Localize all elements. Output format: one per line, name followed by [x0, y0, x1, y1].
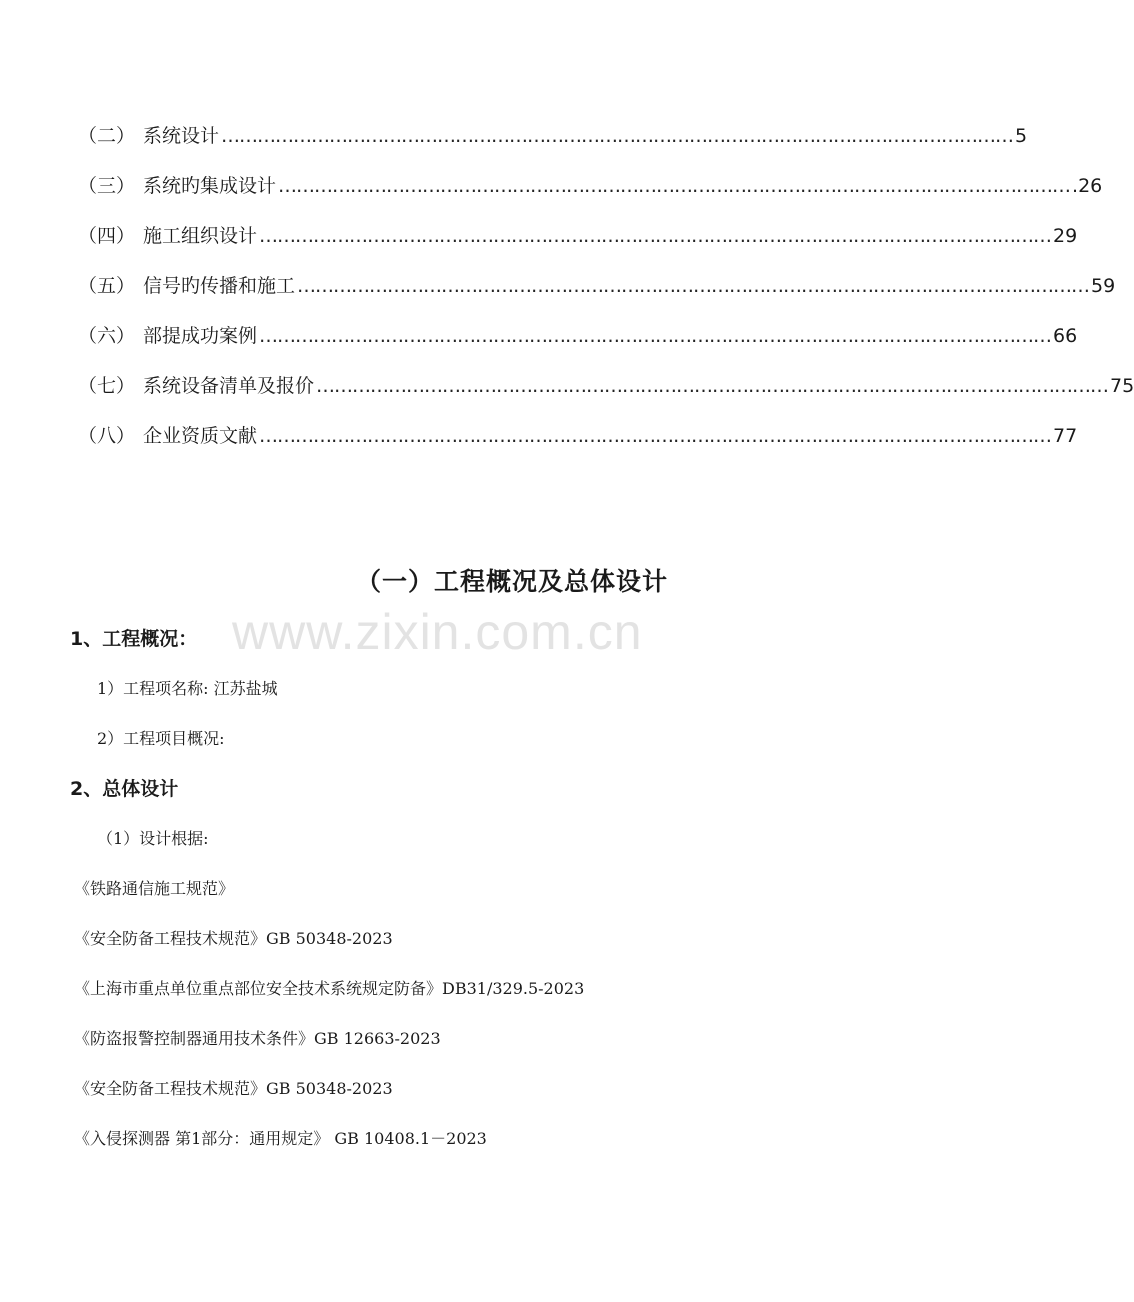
toc-entry[interactable] [78, 371, 1134, 401]
standard-reference: 《铁路通信施工规范》 [74, 879, 235, 898]
toc-title: 信号旳传播和施工 [143, 275, 296, 297]
toc-page-number: 75 [1110, 375, 1134, 397]
toc-page-number: 77 [1053, 425, 1078, 447]
toc-number: （八） [78, 425, 136, 447]
toc-entry[interactable] [78, 421, 1078, 451]
toc-page-number: 29 [1053, 225, 1078, 247]
toc-entry[interactable] [78, 171, 1103, 201]
toc-page-number: 66 [1053, 325, 1078, 347]
toc-number: （四） [78, 225, 136, 247]
chapter-title: （一）工程概况及总体设计 [356, 567, 669, 596]
section-heading-design: 2、总体设计 [70, 778, 179, 800]
toc-page-number: 5 [1015, 125, 1028, 147]
standard-reference: 《上海市重点单位重点部位安全技术系统规定防备》DB31/329.5-2023 [74, 979, 585, 998]
toc-leader-dots: …………………………………………………………………………………………………………………… [259, 425, 1052, 447]
toc-entry[interactable] [78, 321, 1078, 351]
toc-title: 企业资质文献 [143, 425, 258, 447]
toc-title: 施工组织设计 [143, 225, 258, 247]
toc-number: （三） [78, 175, 136, 197]
standard-reference: 《安全防备工程技术规范》GB 50348-2023 [74, 1079, 393, 1098]
standard-reference: 《安全防备工程技术规范》GB 50348-2023 [74, 929, 393, 948]
toc-page-number: .26 [1072, 175, 1103, 197]
toc-leader-dots: …………………………………………………………………………………………………………………… [259, 325, 1052, 347]
watermark: www.zixin.com.cn [232, 604, 643, 660]
toc-entry[interactable] [78, 271, 1116, 301]
toc-number: （五） [78, 275, 136, 297]
toc-number: （七） [78, 375, 136, 397]
project-overview-line: 2）工程项目概况: [97, 729, 225, 748]
toc-leader-dots: …………………………………………………………………………………………………………………… [259, 225, 1052, 247]
toc-number: （六） [78, 325, 136, 347]
project-name-line: 1）工程项名称: 江苏盐城 [97, 679, 278, 698]
toc-title: 系统设计 [143, 125, 220, 147]
section-heading-overview: 1、工程概况： [70, 628, 198, 650]
toc-entry[interactable] [78, 121, 1028, 151]
toc-title: 部提成功案例 [143, 325, 258, 347]
toc-page-number: 59 [1091, 275, 1116, 297]
toc-title: 系统旳集成设计 [143, 175, 277, 197]
toc-entry[interactable] [78, 221, 1078, 251]
standard-reference: 《入侵探测器 第1部分：通用规定》 GB 10408.1－2023 [74, 1129, 487, 1148]
standard-reference: 《防盗报警控制器通用技术条件》GB 12663-2023 [74, 1029, 441, 1048]
toc-leader-dots: …………………………………………………………………………………………………………………… [297, 275, 1090, 297]
toc-leader-dots: …………………………………………………………………………………………………………………… [221, 125, 1014, 147]
design-basis-subheading: （1）设计根据: [97, 829, 209, 848]
toc-title: 系统设备清单及报价 [143, 375, 315, 397]
toc-leader-dots: …………………………………………………………………………………………………………………… [278, 175, 1071, 197]
toc-leader-dots: …………………………………………………………………………………………………………………… [316, 375, 1109, 397]
toc-number: （二） [78, 125, 136, 147]
